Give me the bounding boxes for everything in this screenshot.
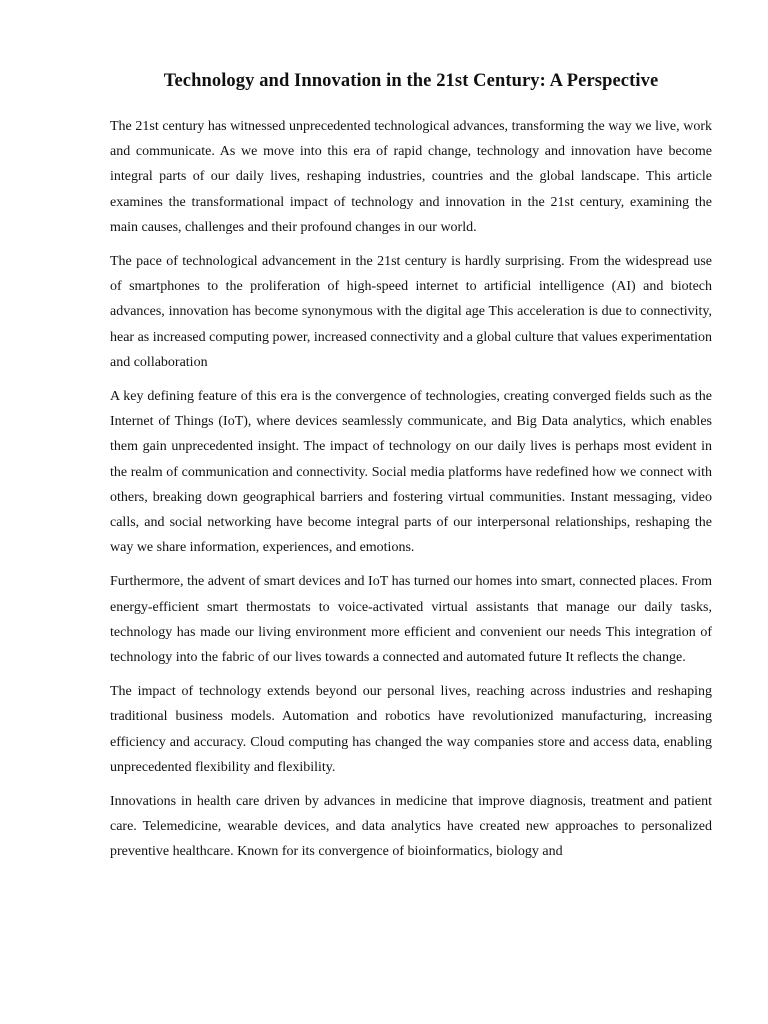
paragraph-5: The impact of technology extends beyond our personal lives, reaching across industries and reshaping traditional business models. Automation and robotics have revolutionized manufacturing, increasing efficiency and accuracy. Cloud computing has changed the way companies store and access data, enabling unprecedented flexibility and flexibility. xyxy=(110,684,712,775)
paragraph-6: Innovations in health care driven by advances in medicine that improve diagnosis, treatment and patient care. Telemedicine, wearable devices, and data analytics have created new approaches to personalized preventive healthcare. Known for its convergence of bioinformatics, biology and xyxy=(110,794,712,860)
paragraph-3: A key defining feature of this era is the convergence of technologies, creating converged fields such as the Internet of Things (IoT), where devices seamlessly communicate, and Big Data analytics, which enables them gain unprecedented insight. The impact of technology on our daily lives is perhaps most evident in the realm of communication and connectivity. Social media platforms have redefined how we connect with others, breaking down geographical barriers and fostering virtual communities. Instant messaging, video calls, and social networking have become integral parts of our interpersonal relationships, reshaping the way we share information, experiences, and emotions. xyxy=(110,389,712,556)
paragraph-2: The pace of technological advancement in the 21st century is hardly surprising. From the widespread use of smartphones to the proliferation of high-speed internet to artificial intelligence (AI) and biotech advances, innovation has become synonymous with the digital age This acceleration is due to connectivity, hear as increased computing power, increased connectivity and a global culture that values experimentation and collaboration xyxy=(110,254,712,370)
document-body xyxy=(110,66,712,874)
paragraph-4: Furthermore, the advent of smart devices and IoT has turned our homes into smart, connected places. From energy-efficient smart thermostats to voice-activated virtual assistants that manage our daily tasks, technology has made our living environment more efficient and convenient our needs This integration of technology into the fabric of our lives towards a connected and automated future It reflects the change. xyxy=(110,574,712,666)
document-title: Technology and Innovation in the 21st Century: A Perspective xyxy=(163,71,659,91)
paragraph-1: The 21st century has witnessed unprecedented technological advances, transforming the way we live, work and communicate. As we move into this era of rapid change, technology and innovation have become integral parts of our daily lives, reshaping industries, countries and the global landscape. This article examines the transformational impact of technology and innovation in the 21st century, examining the main causes, challenges and their profound changes in our world. xyxy=(110,119,712,235)
